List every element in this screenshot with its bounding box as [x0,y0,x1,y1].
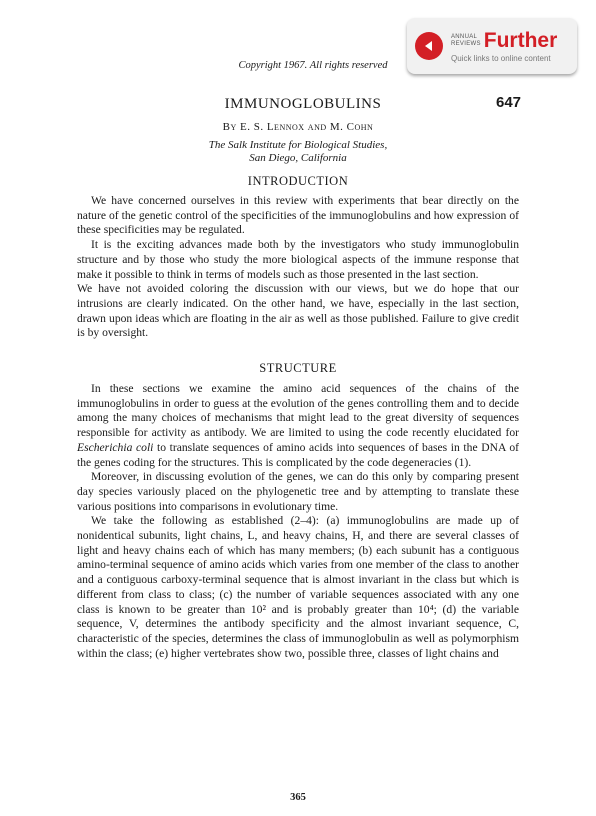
paragraph: We take the following as established (2–4): (a) immunoglobulins are made up of nonidentical subunits, light chains, L, and heavy chains, H, and there are several classes of light and heavy chains each of which has many members; (b) each subunit has a contiguous amino-terminal sequence of amino acids which varies from one member of the class to another and a contiguous carboxy-terminal sequence that is almost invariant in the class but which is different from class to class; (c) the number of variable sequences associated with any one class is known to be greater than 10² and is probably greater than 10⁴; (d) the variable sequence, V, determines the antibody specificity and the almost invariant sequence, C, characteristic of the species, determines the class of immunoglobulin as well as polymorphism within the class; (e) higher vertebrates show two, possible three, classes of light chains and [77,514,519,660]
footer-page-number: 365 [290,792,306,803]
badge-subtitle: Quick links to online content [451,53,551,63]
back-arrow-icon [415,32,443,60]
page-number: 647 [496,94,522,111]
paragraph: In these sections we examine the amino acid sequences of the chains of the immunoglobulins in order to guess at the evolution of the genes controlling them and to decide among the many choices of mechanisms that might lead to the great diversity of sequences responsible for activity as antibody. We are limited to using the code recently elucidated for Escherichia coli to translate sequences of amino acids into sequences of bases in the DNA of the genes coding for the structures. This is complicated by the code degeneracies (1). [77,382,519,469]
badge-text [451,30,557,63]
species-name: Escherichia coli [77,440,154,454]
paragraph: We have not avoided coloring the discussion with our views, but we do hope that our intrusions are clearly indicated. On the other hand, we have, especially in the last section, drawn upon ideas which are floating in the air as well as those published. Failure to give credit is by oversight. [77,282,519,340]
affiliation-line-1: The Salk Institute for Biological Studies, [208,139,388,151]
section-heading-introduction: INTRODUCTION [247,174,349,188]
section-heading-structure: STRUCTURE [259,361,337,375]
article-authors: By E. S. Lennox and M. Cohn [222,121,374,133]
paragraph: Moreover, in discussing evolution of the genes, we can do this only by comparing present day species variously placed on the phylogenetic tree and by attempting to translate these various positions into comparisons in evolutionary time. [77,470,519,513]
copyright-notice: Copyright 1967. All rights reserved [238,60,388,71]
annual-reviews-logo-text: ANNUAL REVIEWS [451,33,481,47]
paragraph: We have concerned ourselves in this review with experiments that bear directly on the nature of the genetic control of the specificities of the immunoglobulins and how expression of these specificities may be regulated. [77,194,519,237]
further-label: Further [483,28,558,52]
paragraph: It is the exciting advances made both by the investigators who study immunoglobulin structure and by those who study the more biological aspects of the immune response that make it possible to think in terms of models such as those presented in the last section. [77,238,519,281]
structure-body [77,382,519,661]
article-title: IMMUNOGLOBULINS [224,96,382,112]
affiliation-line-2: San Diego, California [249,152,347,164]
introduction-body [77,194,519,341]
